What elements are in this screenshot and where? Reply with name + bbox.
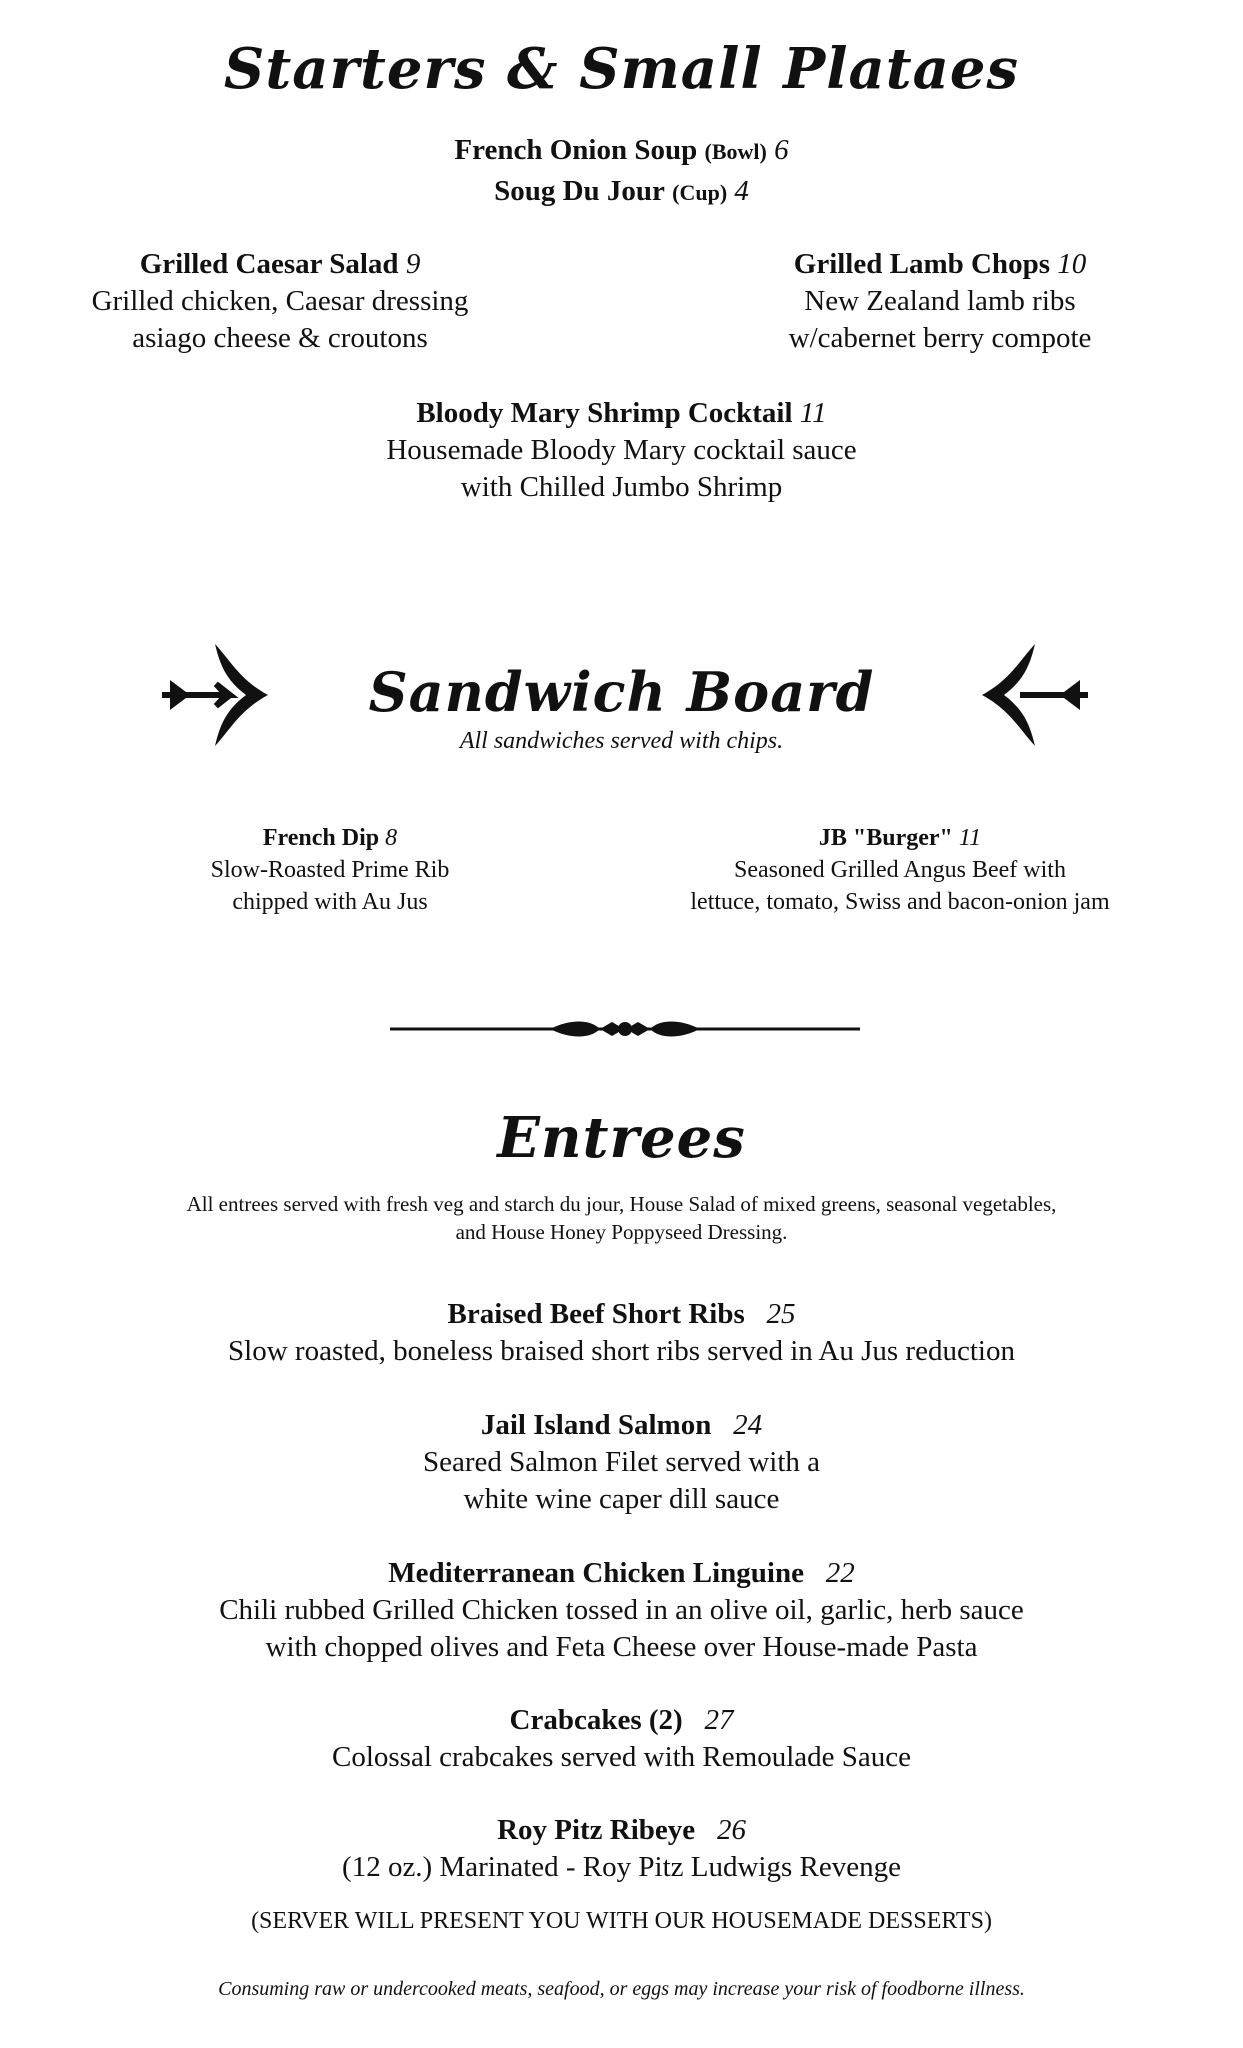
item-name: Grilled Lamb Chops — [793, 248, 1050, 280]
item-desc: chipped with Au Jus — [232, 889, 428, 915]
intro-line: All entrees served with fresh veg and starch du jour, House Salad of mixed greens, seasonal vegetables, — [186, 1192, 1057, 1216]
item-desc: w/cabernet berry compote — [788, 322, 1092, 354]
starter-center-item — [0, 395, 1243, 506]
item-name: JB "Burger" — [818, 825, 953, 851]
item-price: 10 — [1057, 248, 1087, 280]
item-desc: lettuce, tomato, Swiss and bacon-onion jam — [690, 889, 1110, 915]
item-desc: Colossal crabcakes served with Remoulade Sauce — [331, 1741, 911, 1773]
item-desc: with chopped olives and Feta Cheese over House-made Pasta — [265, 1631, 978, 1663]
item-desc: (12 oz.) Marinated - Roy Pitz Ludwigs Revenge — [342, 1851, 901, 1883]
starters-title: Starters & Small Plataes — [223, 36, 1020, 102]
entree-item — [0, 1812, 1243, 1886]
item-name: Crabcakes (2) — [509, 1704, 683, 1736]
item-price: 9 — [405, 248, 421, 280]
soup-name: Soug Du Jour — [494, 175, 665, 207]
starter-right-item — [700, 246, 1180, 357]
item-desc: Slow roasted, boneless braised short ribs served in Au Jus reduction — [228, 1335, 1015, 1367]
item-desc: white wine caper dill sauce — [463, 1483, 780, 1515]
item-desc: with Chilled Jumbo Shrimp — [460, 471, 783, 503]
item-name: Roy Pitz Ribeye — [497, 1814, 696, 1846]
item-desc: New Zealand lamb ribs — [804, 285, 1076, 317]
soup-name: French Onion Soup — [454, 134, 698, 166]
sandwich-subtitle: All sandwiches served with chips. — [459, 728, 784, 754]
starter-left-item — [40, 246, 520, 357]
item-desc: Chili rubbed Grilled Chicken tossed in an olive oil, garlic, herb sauce — [219, 1594, 1024, 1626]
soup-price: 4 — [734, 175, 749, 207]
item-desc: asiago cheese & croutons — [132, 322, 428, 354]
ornamental-divider — [390, 1014, 860, 1044]
item-name: Mediterranean Chicken Linguine — [388, 1557, 804, 1589]
entree-item — [0, 1555, 1243, 1666]
entree-item — [0, 1296, 1243, 1370]
item-price: 11 — [799, 397, 827, 429]
entree-item — [0, 1407, 1243, 1518]
item-name: Braised Beef Short Ribs — [447, 1298, 745, 1330]
item-price: 27 — [704, 1704, 734, 1736]
soup-price: 6 — [774, 134, 789, 166]
item-price: 22 — [825, 1557, 855, 1589]
item-price: 8 — [385, 825, 398, 851]
dessert-note: (SERVER WILL PRESENT YOU WITH OUR HOUSEMADE DESSERTS) — [251, 1908, 992, 1934]
entrees-intro — [0, 1190, 1243, 1246]
item-desc: Seasoned Grilled Angus Beef with — [734, 857, 1066, 883]
item-name: Bloody Mary Shrimp Cocktail — [416, 397, 793, 429]
sandwich-title: Sandwich Board — [368, 660, 875, 724]
item-name: Grilled Caesar Salad — [139, 248, 399, 280]
item-name: Jail Island Salmon — [480, 1409, 712, 1441]
item-price: 11 — [958, 825, 982, 851]
entrees-title: Entrees — [497, 1105, 746, 1171]
item-desc: Seared Salmon Filet served with a — [422, 1446, 821, 1478]
sandwich-left-item — [120, 822, 540, 918]
soup-size: (Cup) — [672, 180, 728, 205]
entree-item — [0, 1702, 1243, 1776]
item-price: 24 — [733, 1409, 763, 1441]
soup-size: (Bowl) — [704, 139, 767, 164]
sandwich-right-item — [640, 822, 1160, 918]
item-desc: Grilled chicken, Caesar dressing — [91, 285, 469, 317]
item-price: 25 — [766, 1298, 796, 1330]
food-safety-warning: Consuming raw or undercooked meats, seafood, or eggs may increase your risk of foodborne illness. — [218, 1978, 1025, 2000]
item-desc: Slow-Roasted Prime Rib — [210, 857, 450, 883]
soup-line-1 — [0, 132, 1243, 170]
item-price: 26 — [716, 1814, 746, 1846]
item-name: French Dip — [262, 825, 380, 851]
item-desc: Housemade Bloody Mary cocktail sauce — [386, 434, 857, 466]
soup-line-2 — [0, 173, 1243, 211]
intro-line: and House Honey Poppyseed Dressing. — [455, 1220, 788, 1244]
